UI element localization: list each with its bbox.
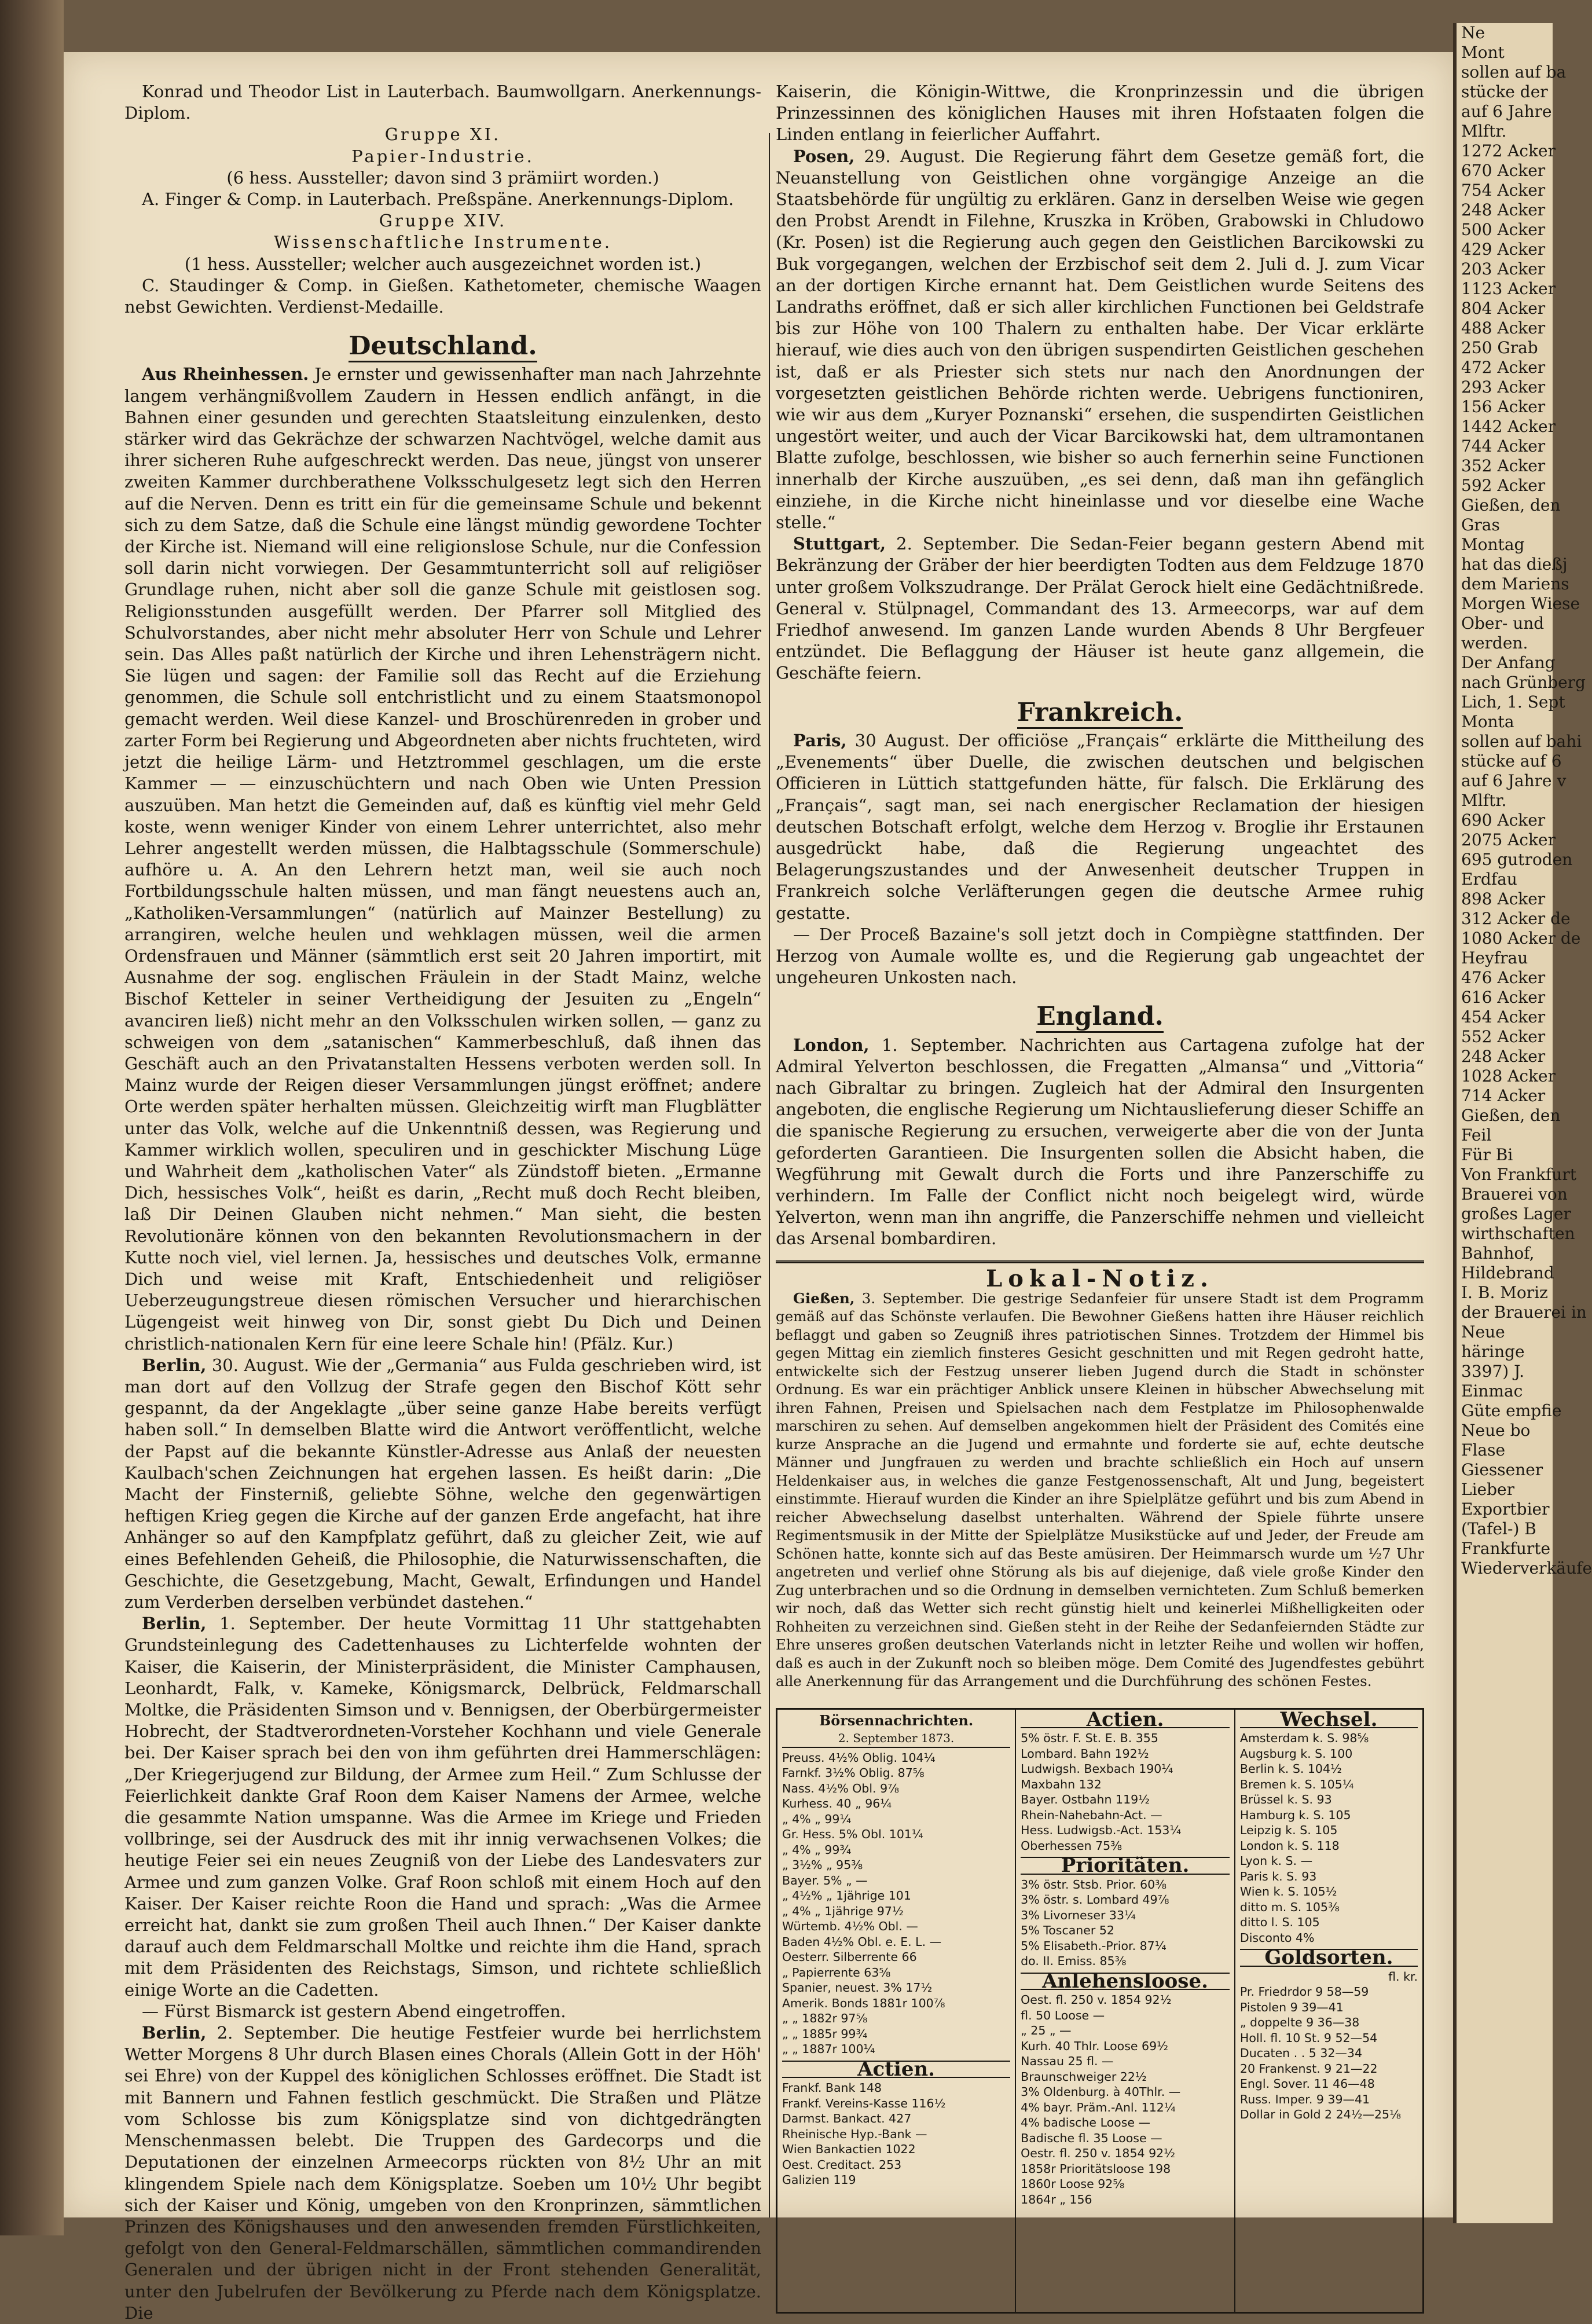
next-page-fragment: 248 Acker bbox=[1461, 200, 1546, 219]
section-deutschland-title: Deutschland. bbox=[349, 331, 537, 362]
group14-award: C. Staudinger & Comp. in Gießen. Kathetometer, chemische Waagen nebst Gewichten. Verdienst-Medaille. bbox=[124, 275, 761, 317]
article-london bbox=[776, 1035, 1424, 1250]
next-page-fragment: stücke der bbox=[1461, 82, 1548, 101]
wechsel-row: Augsburg k. S. 100 bbox=[1239, 1746, 1353, 1761]
anlehen-row: 1858r Prioritätsloose 198 bbox=[1021, 2161, 1171, 2176]
wechsel-row: ditto m. S. 105⅜ bbox=[1239, 1900, 1340, 1914]
next-page-fragment: 898 Acker bbox=[1461, 889, 1546, 908]
next-page-fragment: 488 Acker bbox=[1461, 318, 1546, 338]
boerse-row: „ „ 1885r 99¾ bbox=[782, 2026, 868, 2041]
gold-row: Pistolen 9 39—41 bbox=[1239, 2000, 1344, 2014]
boerse-row: Baden 4½% Obl. e. E. L. — bbox=[782, 1934, 942, 1949]
next-page-fragment: Gießen, den bbox=[1461, 496, 1561, 515]
boerse-row: Nass. 4½% Obl. 9⅞ bbox=[782, 1781, 899, 1795]
section-england bbox=[776, 1002, 1424, 1032]
next-page-fragment: 476 Acker bbox=[1461, 968, 1546, 987]
wechsel-row: London k. S. 118 bbox=[1239, 1838, 1340, 1853]
actien1-row: Frankf. Vereins-Kasse 116½ bbox=[782, 2096, 946, 2110]
text-giessen: 3. September. Die gestrige Sedanfeier für unsere Stadt ist dem Programm gemäß auf das Schönste verlaufen. Die Bewohner Gießens hatten ihre Häuser reichlich beflaggt und gaben so Zeugniß ihres patriotischen Sinnes. Trotzdem der Himmel bis gegen Mittag ein ziemlich finsteres Gesicht geschnitten und mit Regen gedroht hatte, entwickelte sich der Festzug unserer lieben Jugend durch die Stadt in schönster Ordnung. Es war ein prächtiger Anblick unsere Kleinen in hübscher Abwechselung mit ihren Fahnen, Preisen und Spielsachen nach dem Festplatze im Philosophenwalde marschiren zu sehen. Auf demselben angekommen hielt der Präsident des Comités eine kurze Ansprache an die Jugend und ermahnte und forderte sie auf, echte deutsche Männer und Jungfrauen zu werden und brachte schließlich ein Hoch auf unsern Heldenkaiser aus, in welches die ganze Festgenossenschaft, Alt und Jung, begeistert einstimmte. Hierauf wurden die Kinder an ihre Spielplätze geführt und bis zum Abend in reicher Abwechselung daselbst unterhalten. Während der Spiele führte unsere Regimentsmusik in der Mitte der Spielplätze Musikstücke auf und Jeder, der Freude am Schönen hatte, konnte sich auf das Beste amüsiren. Der Heimmarsch wurde um ½7 Uhr angetreten und verlief ohne Störung als bis auf diejenige, daß viele große Kinder den Zug unterbrachen und so die Ordnung in demselben vernichteten. Zum Schluß bemerken wir noch, daß das Wetter sich recht günstig hielt und keinerlei Mißhelligkeiten oder Rohheiten zu verzeichnen sind. Gießen steht in der Reihe der Sedanfeiernden Städte zur Ehre unseres großen deutschen Vaterlands nicht in letzter Reihe und wollen wir hoffen, daß es auch in der Zukunft noch so bleiben möge. Dem Comité des Jugendfestes gebührt alle Anerkennung für das Arrangement und die Durchführung des schönen Festes. bbox=[776, 1289, 1424, 1690]
next-page-fragment: Von Frankfurt bbox=[1461, 1165, 1576, 1184]
next-page-fragment: der Brauerei in bbox=[1461, 1303, 1587, 1322]
next-page-fragment: 352 Acker bbox=[1461, 456, 1546, 475]
next-page-fragment: Heyfrau bbox=[1461, 948, 1528, 967]
gold-row: Dollar in Gold 2 24½—25⅛ bbox=[1239, 2107, 1401, 2122]
next-page-fragment: Giessener bbox=[1461, 1460, 1543, 1479]
market-report bbox=[776, 1708, 1424, 2314]
article-rheinhessen bbox=[124, 364, 761, 1354]
section-frankreich bbox=[776, 697, 1424, 727]
next-page-fragment: 454 Acker bbox=[1461, 1007, 1546, 1027]
dateline-stuttgart: Stuttgart, bbox=[793, 534, 886, 554]
next-page-fragment: Bahnhof, bbox=[1461, 1244, 1535, 1263]
article-posen bbox=[776, 146, 1424, 534]
wechsel-row: Disconto 4% bbox=[1239, 1930, 1315, 1945]
text-paris: 30 August. Der officiöse „Français“ erklärte die Mittheilung des „Evenements“ über Duelle, die zwischen deutschen und belgischen Officieren in Lüttich stattgefunden hätte, für falsch. Die Erklärung des „Français“, sagt man, sei nach energischer Reclamation der hiesigen deutschen Botschaft erfolgt, welche dem Herzog v. Broglie ihr Erstaunen ausgedrückt habe, daß die Regierung ungeachtet des Belagerungszustandes und der Anwesenheit deutscher Truppen in Frankreich solche Verläfterungen gegen die deutsche Armee ruhig gestatte. bbox=[776, 730, 1425, 923]
text-posen: 29. August. Die Regierung fährt dem Gesetze gemäß fort, die Neuanstellung von Geistlichen ohne vorgängige Anzeige an die Staatsbehörde für ungültig zu erklären. Ganz in derselben Weise wie gegen den Probst Arendt in Filehne, Kruszka in Kröben, Grabowski in Chludowo (Kr. Posen) ist die Regierung auch gegen den Geistlichen Barcikowski zu Buk vorgegangen, welchen der Erzbischof seit dem 2. Juli d. J. zum Vicar an der dortigen Kirche ernannt hat. Dem Geistlichen wurde Seitens des Landraths eröffnet, daß er sich aller kirchlichen Functionen bei Geldstrafe bis zur Höhe von 100 Thalern zu enthalten habe. Der Vicar erklärte hierauf, wie dies auch von den übrigen suspendirten Geistlichen geschehen ist, daß er als Priester sich stets nur nach den Anordnungen der vorgesetzten geistlichen Behörde richten werde. Uebrigens functioniren, wie wir aus dem „Kuryer Poznanski“ ersehen, die suspendirten Geistlichen ungestört weiter, und auch der Vicar Barcikowski hat, dem ultramontanen Blatte zufolge, beschlossen, wie bisher so auch fernerhin seine Functionen innerhalb der Kirche auszuüben, „es sei denn, daß man ihn gefänglich einziehe, in die Kirche nicht hineinlasse und vor dieselbe eine Wache stelle.“ bbox=[776, 146, 1425, 533]
article-giessen bbox=[776, 1289, 1424, 1691]
next-page-fragment: 1028 Acker bbox=[1461, 1066, 1556, 1086]
next-page-fragment: 2075 Acker bbox=[1461, 830, 1556, 849]
article-berlin-2-sep bbox=[124, 2022, 761, 2324]
award-konrad: Konrad und Theodor List in Lauterbach. Baumwollgarn. Anerkennungs-Diplom. bbox=[124, 82, 761, 123]
dateline-posen: Posen, bbox=[793, 146, 855, 166]
wechsel-row: Amsterdam k. S. 98⅝ bbox=[1239, 1731, 1369, 1746]
boerse-date: 2. September 1873. bbox=[838, 1731, 955, 1745]
text-berlin-1: 30. August. Wie der „Germania“ aus Fulda geschrieben wird, ist man dort auf den Vollzug der Strafe gegen den Bischof Kött sehr gespannt, da der Angeklagte „über seine ganze Habe bereits verfügt haben soll.“ In demselben Blatte wird die Antwort veröffentlicht, welche der Papst auf die bekannte Künstler-Adresse aus Anlaß der neuesten Kaulbach'schen Zeichnungen hat ergehen lassen. Es heißt darin: „Die Macht der Finsterniß, geliebte Söhne, welche den gegenwärtigen heftigen Krieg gegen die Kirche auf der ganzen Erde angefacht, hat ihre Anhänger so auf den Kampfplatz geführt, daß zu gleicher Zeit, wie auf eines Befehlenden Geheiß, die Philosophie, die Naturwissenschaften, die Geschichte, die Gesetzgebung, Macht, Gewalt, Erfindungen und Handel zum Verderben derselben verbündet dastehen.“ bbox=[124, 1355, 762, 1612]
market-col-actien bbox=[1016, 1707, 1235, 2312]
group14-subtitle: Wissenschaftliche Instrumente. bbox=[273, 232, 612, 252]
next-page-fragment: 754 Acker bbox=[1461, 181, 1546, 200]
bismarck-note: — Fürst Bismarck ist gestern Abend eingetroffen. bbox=[142, 2001, 566, 2021]
next-page-fragment: hat das dießj bbox=[1461, 555, 1568, 574]
actien1-title: Actien. bbox=[782, 2061, 1010, 2079]
next-page-fragment: 552 Acker bbox=[1461, 1027, 1546, 1046]
lokal-notiz-title: Lokal-Notiz. bbox=[776, 1260, 1424, 1289]
next-page-fragment: 293 Acker bbox=[1461, 377, 1546, 397]
wechsel-row: Wien k. S. 105½ bbox=[1239, 1885, 1337, 1899]
next-page-fragment: Wiederverkäufe bbox=[1461, 1559, 1592, 1578]
next-page-fragment: sollen auf ba bbox=[1461, 63, 1567, 82]
anlehen-row: Braunschweiger 22½ bbox=[1021, 2069, 1147, 2084]
wechsel-title: Wechsel. bbox=[1240, 1712, 1418, 1729]
next-page-fragment: 592 Acker bbox=[1461, 476, 1546, 495]
prior-row: 3% Livorneser 33¼ bbox=[1021, 1908, 1136, 1922]
section-england-title: England. bbox=[1036, 1002, 1164, 1033]
text-rheinhessen: Je ernster und gewissenhafter man nach Jahrzehnte langem verhängnißvollem Zaudern in Hessen endlich anfängt, in die Bahnen einer gesunden und gerechten Staatsleitung einzulenken, desto stärker wird das Gekrächze der schwarzen Nachtvögel, welche damit aus ihrer sicheren Ruhe aufgeschreckt werden. Das neue, jüngst von unserer zweiten Kammer durchberathene Volksschulgesetz legt sich den Herren auf die Nerven. Denn es tritt ein für die gemeinsame Schule und bekennt sich zu dem Satze, daß die Schule eine längst mündig gewordene Tochter der Kirche ist. Niemand will eine religionslose Schule, nur die Confession soll darin nicht vorwiegen. Der Gesammtunterricht soll auf religiöser Grundlage ruhen, nicht aber soll die ganze Schule mit geistlosen sog. Religionsstunden ausgefüllt werden. Der Pfarrer soll Mitglied des Schulvorstandes, aber nicht mehr absoluter Herr von Schule und Lehrer sein. Das Alles paßt natürlich der Kirche und ihren Lehensträgern nicht. Sie lügen und sagen: der Familie soll das Recht auf die Erziehung genommen, die Schule soll entchristlicht und zu einem Staatsmonopol gemacht werden. Weil diese Kanzel- und Broschürenreden in grober und zarter Form bei Regierung und Abgeordneten aber nichts fruchteten, wird jetzt die heilige Lärm- und Hetztrommel geschlagen, um die erste Kammer — — einzuschüchtern und nach Oben wie Unten Pression auszuüben. Man hetzt die Gemeinden auf, daß es künftig viel mehr Geld koste, wenn weniger Kinder von einem Lehrer unterrichtet, also mehr Lehrer angestellt werden müssen, die Halbtagsschule (Sommerschule) aufhöre u. A. An den Lehrern hetzt man, weil sie auch noch Fortbildungsschule halten müssen, und man fängt neuestens auch an, „Katholiken-Versammlungen“ (natürlich auf Mainzer Bestellung) zu arrangiren, welche heulen und wehklagen müssen, weil die armen Ordensfrauen und Männer (sämmtlich erst seit 20 Jahren importirt, mit Ausnahme der sog. englischen Fräulein in der Stadt Mainz, welche Bischof Ketteler in seiner Vertheidigung der Jesuiten zu „Engeln“ avanciren ließ) nicht mehr an den Volksschulen wirken sollen, — ganz zu schweigen von dem „satanischen“ Kammerbeschluß, daß ihnen das Geschäft auch an den Privatanstalten Hessens verboten werden soll. In Mainz wurde der Reigen dieser Versammlungen jüngst eröffnet; andere Orte werden später herhalten müssen. Gleichzeitig wirft man Flugblätter unter das Volk, welche auf die Unkenntniß dessen, was Regierung und Kammer wirklich wollen, speculiren und in geschickter Mischung Lüge und Wahrheit dem „katholischen Vater“ als Zündstoff bieten. „Ermanne Dich, hessisches Volk“, heißt es darin, „Recht muß doch Recht bleiben, laß Dir Deinen Glauben nicht nehmen.“ Man sieht, die besten Revolutionäre können von den bekannten Revolutionsmachern in der Kutte noch viel, viel lernen. Ja, hessisches und deutsches Volk, ermanne Dich und weise mit Kraft, Entschiedenheit und religiöser Ueberzeugungstreue diesen römischen Versucher und hierarchischen Lügengeist weit hinweg von Dir, sonst giebt Du Dich und Deinen christlich-nationalen Kern für eine leere Schale hin! (Pfälz. Kur.) bbox=[124, 364, 761, 1354]
gold-units: fl. kr. bbox=[1388, 1969, 1418, 1984]
book-binding bbox=[0, 0, 64, 2235]
actien2-row: Bayer. Ostbahn 119½ bbox=[1021, 1793, 1150, 1807]
group11-subtitle: Papier-Industrie. bbox=[351, 146, 534, 166]
wechsel-row: Hamburg k. S. 105 bbox=[1239, 1808, 1351, 1822]
boerse-row: Oesterr. Silberrente 66 bbox=[782, 1950, 917, 1964]
dateline-paris: Paris, bbox=[793, 730, 847, 750]
next-page-fragment: 3397) J. bbox=[1461, 1362, 1525, 1381]
actien2-row: Rhein-Nahebahn-Act. — bbox=[1021, 1808, 1162, 1822]
actien2-row: 5% östr. F. St. E. B. 355 bbox=[1021, 1731, 1158, 1746]
next-page-fragment: sollen auf bahi bbox=[1461, 732, 1582, 751]
anlehen-row: fl. 50 Loose — bbox=[1021, 2008, 1105, 2022]
boerse-list bbox=[782, 1750, 1010, 2057]
next-page-fragment: Montag bbox=[1461, 535, 1525, 554]
boerse-title: Börsennachrichten. bbox=[819, 1711, 974, 1729]
anlehen-row: Oestr. fl. 250 v. 1854 92½ bbox=[1021, 2146, 1176, 2161]
next-page-fragment: Mlftr. bbox=[1461, 791, 1507, 810]
actien2-row: Ludwigsh. Bexbach 190¼ bbox=[1021, 1762, 1173, 1776]
next-page-edge bbox=[1453, 23, 1592, 2223]
anlehen-row: 3% Oldenburg. à 40Thlr. — bbox=[1021, 2085, 1181, 2099]
wechsel-row: Leipzig k. S. 105 bbox=[1239, 1823, 1338, 1838]
anlehen-row: 1864r „ 156 bbox=[1021, 2192, 1092, 2206]
wechsel-list bbox=[1240, 1731, 1418, 1945]
wechsel-row: Berlin k. S. 104½ bbox=[1239, 1762, 1342, 1776]
next-page-fragment: Lieber bbox=[1461, 1480, 1514, 1499]
next-page-fragment: wirthschaften bbox=[1461, 1224, 1575, 1243]
boerse-row: Gr. Hess. 5% Obl. 101¼ bbox=[782, 1827, 923, 1842]
gold-row: 20 Frankenst. 9 21—22 bbox=[1239, 2061, 1378, 2076]
prior-list bbox=[1021, 1877, 1230, 1969]
boerse-row: „ 4% „ 1jährige 97½ bbox=[782, 1904, 904, 1918]
wechsel-row: Lyon k. S. — bbox=[1239, 1854, 1313, 1868]
next-page-fragment: Einmac bbox=[1461, 1381, 1523, 1401]
anlehen-row: Kurh. 40 Thlr. Loose 69½ bbox=[1021, 2039, 1168, 2053]
dateline-giessen: Gießen, bbox=[793, 1289, 855, 1307]
boerse-row: Bayer. 5% „ — bbox=[782, 1873, 868, 1887]
next-page-fragment: 1272 Acker bbox=[1461, 141, 1556, 160]
next-page-fragment: werden. bbox=[1461, 633, 1528, 653]
anlehen-row: Badische fl. 35 Loose — bbox=[1021, 2131, 1162, 2145]
anlehen-row: 1860r Loose 92⅝ bbox=[1021, 2177, 1125, 2191]
gold-row: Russ. Imper. 9 39—41 bbox=[1239, 2092, 1370, 2106]
prior-row: 5% Elisabeth.-Prior. 87¼ bbox=[1021, 1938, 1167, 1953]
boerse-row: „ 4½% „ 1jährige 101 bbox=[782, 1889, 911, 1903]
next-page-fragment: 695 gutroden bbox=[1461, 850, 1573, 869]
actien1-row: Rheinische Hyp.-Bank — bbox=[782, 2127, 927, 2141]
actien1-row: Oest. Creditact. 253 bbox=[782, 2157, 902, 2172]
actien2-row: Maxbahn 132 bbox=[1021, 1777, 1102, 1791]
next-page-fragment: Für Bi bbox=[1461, 1145, 1513, 1164]
next-page-fragment: Feil bbox=[1461, 1126, 1492, 1145]
next-page-fragment: Gras bbox=[1461, 515, 1500, 534]
boerse-row: „ „ 1882r 97⅝ bbox=[782, 2011, 868, 2026]
next-page-fragment: (Tafel-) B bbox=[1461, 1519, 1536, 1538]
wechsel-row: Bremen k. S. 105¼ bbox=[1239, 1777, 1354, 1791]
article-paris bbox=[776, 730, 1424, 924]
text-stuttgart: 2. September. Die Sedan-Feier begann gestern Abend mit Bekränzung der Gräber der hier beerdigten Todten aus dem Feldzuge 1870 unter großem Volkszudrange. Der Prälat Gerock hielt eine Gedächtnißrede. General v. Stülpnagel, Commandant des 13. Armeecorps, war auf dem Friedhof anwesend. Im ganzen Lande wurden Abends 8 Uhr Bergfeuer entzündet. Die Beflaggung der Häuser ist heute ganz allgemein, die Geschäfte feiern. bbox=[776, 534, 1424, 683]
next-page-fragment: Frankfurte bbox=[1461, 1539, 1551, 1558]
paris-note: — Der Proceß Bazaine's soll jetzt doch in Compiègne stattfinden. Der Herzog von Aumale wollte es, und die Regierung gab ungeachtet der ungeheuren Unkosten nach. bbox=[776, 924, 1424, 988]
boerse-row: „ Papierrente 63⅝ bbox=[782, 1965, 891, 1980]
boerse-row: „ 4% „ 99¼ bbox=[782, 1812, 852, 1826]
gold-row: Engl. Sover. 11 46—48 bbox=[1239, 2077, 1375, 2091]
column-divider bbox=[769, 133, 770, 2217]
dateline-berlin-2: Berlin, bbox=[142, 1614, 207, 1634]
next-page-fragment: Brauerei von bbox=[1461, 1185, 1568, 1204]
anlehen-row: 4% bayr. Präm.-Anl. 112¼ bbox=[1021, 2100, 1176, 2114]
anlehen-list bbox=[1021, 1992, 1230, 2207]
prior-title: Prioritäten. bbox=[1021, 1857, 1230, 1875]
actien2-row: Lombard. Bahn 192½ bbox=[1021, 1746, 1149, 1761]
actien1-row: Wien Bankactien 1022 bbox=[782, 2142, 916, 2157]
text-berlin-3: 2. September. Die heutige Festfeier wurde bei herrlichstem Wetter Morgens 8 Uhr durch Blasen eines Chorals (Allein Gott in der Höh' sei Ehre) von der Kuppel des königlichen Schlosses eröffnet. Die Stadt ist mit Bannern und Fahnen festlich geschmückt. Die Straßen und Plätze vom Schlosse bis zum Königsplatze sind von dichtgedrängten Menschenmassen belebt. Die Truppen des Gardecorps und die Deputationen der einzelnen Armeecorps rückten von 8½ Uhr an mit klingendem Spiele nach dem Königsplatze. Soeben um 10½ Uhr begibt sich der Kaiser und König, umgeben von den Kronprinzen, sämmtlichen Prinzen des Königshauses und den anwesenden fremden Fürstlichkeiten, gefolgt von den General-Feldmarschällen, sämmtlichen commandirenden Generalen und der übrigen nicht in der Front stehenden Generalität, unter den Jubelrufen der Bevölkerung zu Pferde nach dem Königsplatze. Die bbox=[124, 2023, 761, 2323]
next-page-fragment: 714 Acker bbox=[1461, 1086, 1546, 1105]
actien1-row: Frankf. Bank 148 bbox=[782, 2081, 882, 2095]
next-page-fragment: 500 Acker bbox=[1461, 220, 1546, 239]
group14-title: Gruppe XIV. bbox=[379, 211, 507, 231]
actien2-row: Oberhessen 75⅜ bbox=[1021, 1838, 1123, 1853]
group14-note: (1 hess. Aussteller; welcher auch ausgezeichnet worden ist.) bbox=[184, 254, 702, 274]
actien2-row: Hess. Ludwigsb.-Act. 153¼ bbox=[1021, 1823, 1182, 1838]
text-berlin-2: 1. September. Der heute Vormittag 11 Uhr stattgehabten Grundsteinlegung des Cadettenhauses zu Lichterfelde wohnten der Kaiser, die Kaiserin, der Ministerpräsident, die Minister Camphausen, Leonhardt, Falk, v. Kameke, Königsmarck, Delbrück, Feldmarschall Moltke, die Präsidenten Simson und v. Bennigsen, der Oberbürgermeister Hobrecht, der Stadtverordneten-Vorsteher Kochhann und viele Generale bei. Der Kaiser sprach bei den von ihm geführten drei Hammerschlägen: „Der Kriegerjugend zur Bildung, der Armee zum Heil.“ Zum Schlusse der Feierlichkeit dankte Graf Roon dem Kaiser Namens der Armee, welche die gesammte Nation umspanne. Was die Armee im Kriege und Frieden vollbringe, sei der Ausdruck des mit ihr innig verwachsenen Volkes; die heutige Feier sei ein neues Zeugniß von der Liebe des Landesvaters zur Armee und zum ganzen Volke. Graf Roon schloß mit einem Hoch auf den Kaiser. Der Kaiser reichte Roon die Hand und sprach: „Was die Armee erreicht hat, dankt sie zum großen Theil auch Ihnen.“ Der Kaiser dankte darauf auch dem Feldmarschall Moltke und reichte ihm die Hand, sprach mit dem Präsidenten des Reichstags, Simson, und richtete schließlich einige Worte an die Cadetten. bbox=[124, 1614, 762, 2000]
next-page-fragment: 690 Acker bbox=[1461, 811, 1546, 830]
gold-title: Goldsorten. bbox=[1240, 1949, 1418, 1967]
boerse-row: „ 3½% „ 95⅜ bbox=[782, 1858, 863, 1872]
boerse-row: „ 4% „ 99¾ bbox=[782, 1842, 852, 1857]
next-page-fragment: 472 Acker bbox=[1461, 358, 1546, 377]
article-stuttgart bbox=[776, 533, 1424, 684]
wechsel-row: Brüssel k. S. 93 bbox=[1239, 1793, 1332, 1807]
anlehen-row: Nassau 25 fl. — bbox=[1021, 2054, 1114, 2069]
actien1-row: Darmst. Bankact. 427 bbox=[782, 2112, 912, 2126]
next-page-fragment: dem Mariens bbox=[1461, 574, 1569, 593]
left-column bbox=[124, 81, 761, 2324]
next-page-fragment: 616 Acker bbox=[1461, 988, 1546, 1007]
next-page-fragment: Mont bbox=[1461, 43, 1505, 62]
article-berlin-1-sep bbox=[124, 1613, 761, 2001]
next-page-fragment: Morgen Wiese bbox=[1461, 594, 1580, 613]
actien1-row: Galizien 119 bbox=[782, 2173, 856, 2187]
wechsel-row: ditto l. S. 105 bbox=[1239, 1915, 1320, 1930]
next-page-fragment: 312 Acker de bbox=[1461, 909, 1571, 928]
prior-row: do. II. Emiss. 85⅜ bbox=[1021, 1954, 1127, 1969]
next-page-fragment: 1123 Acker bbox=[1461, 279, 1556, 298]
boerse-row: Preuss. 4½% Oblig. 104¼ bbox=[782, 1750, 936, 1765]
dateline-berlin-1: Berlin, bbox=[142, 1355, 207, 1375]
next-page-fragment: Erdfau bbox=[1461, 870, 1517, 889]
next-page-fragment: 429 Acker bbox=[1461, 240, 1546, 259]
next-page-fragment: Ne bbox=[1461, 23, 1485, 42]
group11-note: (6 hess. Aussteller; davon sind 3 prämiirt worden.) bbox=[226, 167, 659, 188]
boerse-row: Würtemb. 4½% Obl. — bbox=[782, 1919, 918, 1934]
anlehen-title: Anlehensloose. bbox=[1021, 1973, 1230, 1991]
market-col-wechsel bbox=[1235, 1707, 1422, 2312]
next-page-fragment: 248 Acker bbox=[1461, 1047, 1546, 1066]
next-page-fragment: 1442 Acker bbox=[1461, 417, 1556, 436]
gold-row: „ doppelte 9 36—38 bbox=[1239, 2015, 1360, 2030]
boerse-row: Spanier, neuest. 3% 17½ bbox=[782, 1981, 933, 1995]
section-deutschland bbox=[124, 331, 761, 361]
next-page-fragment: stücke auf 6 bbox=[1461, 752, 1562, 771]
dateline-london: London, bbox=[793, 1035, 870, 1055]
next-page-fragment: 250 Grab bbox=[1461, 338, 1538, 357]
next-page-fragment: Lich, 1. Sept bbox=[1461, 692, 1565, 712]
next-page-fragment: auf 6 Jahre v bbox=[1461, 771, 1567, 790]
next-page-fragment: 744 Acker bbox=[1461, 437, 1546, 456]
group11-award: A. Finger & Comp. in Lauterbach. Preßspäne. Anerkennungs-Diplom. bbox=[142, 189, 734, 210]
gold-row: Holl. fl. 10 St. 9 52—54 bbox=[1239, 2030, 1378, 2045]
gold-row: Ducaten . . 5 32—34 bbox=[1239, 2046, 1362, 2061]
next-page-fragment: Der Anfang bbox=[1461, 653, 1556, 672]
actien2-title: Actien. bbox=[1021, 1712, 1230, 1729]
actien2-list bbox=[1021, 1731, 1230, 1853]
next-page-fragment: 203 Acker bbox=[1461, 259, 1546, 278]
next-page-fragment: 156 Acker bbox=[1461, 397, 1546, 416]
next-page-fragment: I. B. Moriz bbox=[1461, 1283, 1548, 1302]
right-column bbox=[776, 81, 1424, 2314]
boerse-row: Amerik. Bonds 1881r 100⅞ bbox=[782, 1996, 945, 2010]
next-page-fragment: Neue bo bbox=[1461, 1421, 1531, 1440]
next-page-fragment: Ober- und bbox=[1461, 614, 1545, 633]
continuation-text: Kaiserin, die Königin-Wittwe, die Kronprinzessin und die übrigen Prinzessinnen des königlichen Hauses mit ihren Hofstaaten folgen die Linden entlang in feierlicher Auffahrt. bbox=[776, 82, 1424, 145]
next-page-fragment: Neue bbox=[1461, 1322, 1505, 1341]
boerse-row: Farnkf. 3½% Oblig. 87⅝ bbox=[782, 1766, 925, 1780]
boerse-row: „ „ 1887r 100¼ bbox=[782, 2042, 875, 2057]
next-page-fragment: 670 Acker bbox=[1461, 161, 1546, 180]
next-page-fragment: Monta bbox=[1461, 712, 1514, 731]
next-page-fragment: Gießen, den bbox=[1461, 1106, 1561, 1125]
dateline-rheinhessen: Aus Rheinhessen. bbox=[142, 364, 309, 384]
next-page-fragment: Güte empfie bbox=[1461, 1401, 1562, 1420]
next-page-fragment: großes Lager bbox=[1461, 1204, 1571, 1223]
next-page-fragment: häringe bbox=[1461, 1342, 1525, 1361]
anlehen-row: „ 25 „ — bbox=[1021, 2024, 1072, 2038]
prior-row: 5% Toscaner 52 bbox=[1021, 1923, 1114, 1938]
wechsel-row: Paris k. S. 93 bbox=[1239, 1869, 1317, 1883]
next-page-fragment: Hildebrand bbox=[1461, 1263, 1554, 1282]
actien1-list bbox=[782, 2080, 1010, 2188]
dateline-berlin-3: Berlin, bbox=[142, 2023, 207, 2043]
gold-list bbox=[1240, 1984, 1418, 2123]
next-page-fragment: 804 Acker bbox=[1461, 299, 1546, 318]
next-page-fragment: nach Grünberg bbox=[1461, 673, 1586, 692]
anlehen-row: 4% badische Loose — bbox=[1021, 2116, 1151, 2130]
anlehen-row: Oest. fl. 250 v. 1854 92½ bbox=[1021, 1993, 1172, 2007]
prior-row: 3% östr. Stsb. Prior. 60⅜ bbox=[1021, 1877, 1167, 1892]
boerse-header bbox=[782, 1712, 1010, 1748]
next-page-fragment: 1080 Acker de bbox=[1461, 929, 1581, 948]
section-frankreich-title: Frankreich. bbox=[1017, 698, 1183, 729]
prior-row: 3% östr. s. Lombard 49⅞ bbox=[1021, 1893, 1169, 1907]
next-page-fragment: Flase bbox=[1461, 1440, 1506, 1460]
market-col-boerse bbox=[777, 1710, 1016, 2312]
next-page-fragment: auf 6 Jahre bbox=[1461, 102, 1552, 121]
next-page-fragment: Exportbier bbox=[1461, 1500, 1550, 1519]
gold-row: Pr. Friedrdor 9 58—59 bbox=[1239, 1985, 1369, 1999]
next-page-fragment: Mlftr. bbox=[1461, 122, 1507, 141]
group11-title: Gruppe XI. bbox=[384, 124, 501, 145]
text-london: 1. September. Nachrichten aus Cartagena zufolge hat der Admiral Yelverton beschlossen, die Fregatten „Almansa“ und „Vittoria“ nach Gibraltar zu bringen. Zugleich hat der Admiral den Insurgenten angeboten, die englische Regierung um Nichtauslieferung dieser Schiffe an die spanische Regierung zu ersuchen, verweigerte aber die von der Junta geforderten Garantieen. Die Insurgenten sollen die Absicht haben, die Wegführung mit Gewalt durch die Forts und ihre Panzerschiffe zu verhindern. Im Falle der Conflict nicht noch beigelegt wird, würde Yelverton, wenn man ihn angriffe, die Panzerschiffe nehmen und vielleicht das Arsenal bombardiren. bbox=[776, 1035, 1424, 1249]
article-berlin-30-aug bbox=[124, 1355, 761, 1613]
boerse-row: Kurhess. 40 „ 96¼ bbox=[782, 1797, 892, 1811]
